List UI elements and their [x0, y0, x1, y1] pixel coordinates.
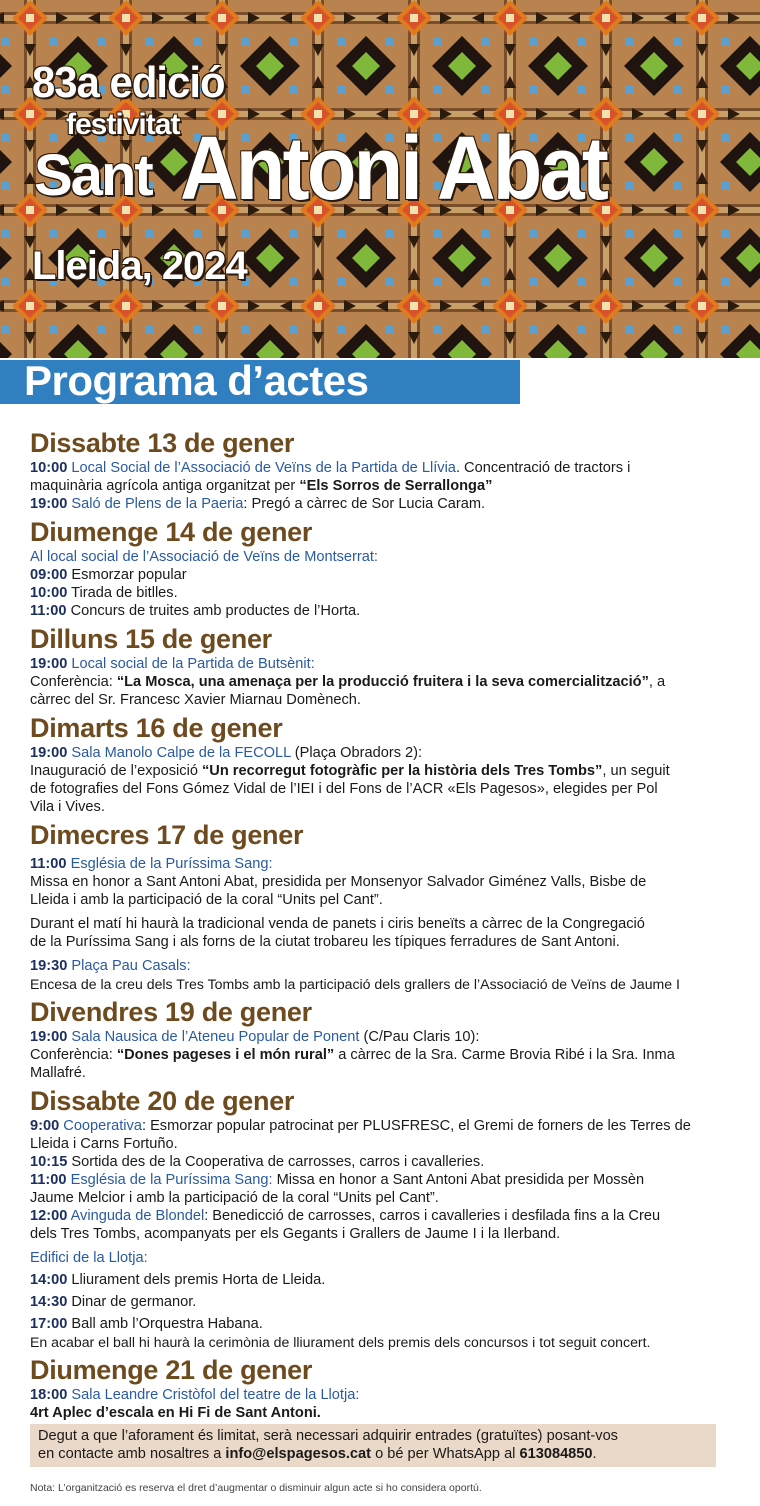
- event-line: 19:00 Sala Nausica de l’Ateneu Popular de Ponent (C/Pau Claris 10):: [30, 1029, 480, 1045]
- day-heading: Divendres 19 de gener: [30, 997, 312, 1027]
- event-line: En acabar el ball hi haurà la cerimònia de lliurament dels premis dels concursos i tot seguit concert.: [30, 1334, 651, 1350]
- city-year: Lleida, 2024: [32, 244, 247, 288]
- ticket-notice: [30, 1424, 716, 1467]
- event-line: càrrec del Sr. Francesc Xavier Miarnau Domènech.: [30, 692, 361, 708]
- event-line: 9:00 Cooperativa: Esmorzar popular patrocinat per PLUSFRESC, el Gremi de forners de les Terres de: [30, 1118, 691, 1134]
- event-line: 19:30 Plaça Pau Casals:: [30, 958, 191, 974]
- event-line: 14:00 Lliurament dels premis Horta de Lleida.: [30, 1272, 326, 1288]
- title-sant: Sant: [34, 143, 152, 208]
- program-title: Programa d’actes: [24, 357, 369, 404]
- event-line: 10:00 Local Social de l’Associació de Veïns de la Partida de Llívia. Concentració de tractors i: [30, 460, 631, 476]
- program-content: [30, 428, 720, 1422]
- day-heading: Dilluns 15 de gener: [30, 624, 272, 654]
- event-line: 4rt Aplec d’escala en Hi Fi de Sant Antoni.: [30, 1405, 321, 1421]
- event-line: Missa en honor a Sant Antoni Abat, presidida per Monsenyor Salvador Giménez Valls, Bisbe de: [30, 874, 647, 890]
- notice-line: Degut a que l’aforament és limitat, serà necessari adquirir entrades (gratuïtes) posant-vos: [38, 1428, 618, 1444]
- event-line: 19:00 Saló de Plens de la Paeria: Pregó a càrrec de Sor Lucia Caram.: [30, 496, 486, 512]
- event-line: 10:00 Tirada de bitlles.: [30, 585, 178, 601]
- event-line: 19:00 Sala Manolo Calpe de la FECOLL (Plaça Obradors 2):: [30, 745, 423, 761]
- event-line: 11:00 Església de la Puríssima Sang: Missa en honor a Sant Antoni Abat presidida per Mossèn: [30, 1172, 645, 1188]
- event-line: dels Tres Tombs, acompanyats per els Gegants i Grallers de Jaume I i la Ilerband.: [30, 1226, 561, 1242]
- program-banner: [0, 357, 520, 404]
- event-line: Inauguració de l’exposició “Un recorregut fotogràfic per la història dels Tres Tombs”, un seguit: [30, 763, 670, 779]
- event-line: 18:00 Sala Leandre Cristòfol del teatre de la Llotja:: [30, 1387, 360, 1403]
- day-heading: Dissabte 20 de gener: [30, 1086, 295, 1116]
- event-line: Conferència: “Dones pageses i el món rural” a càrrec de la Sra. Carme Brovia Ribé i la Sra. Inma: [30, 1047, 675, 1063]
- event-line: 11:00 Església de la Puríssima Sang:: [30, 856, 273, 872]
- edition-title: 83a edició: [32, 58, 225, 107]
- whatsapp-number[interactable]: 613084850: [519, 1446, 593, 1462]
- day-heading: Dimecres 17 de gener: [30, 820, 304, 850]
- event-line: Jaume Melcior i amb la participació de la coral “Units pel Cant”.: [30, 1190, 439, 1206]
- event-line: de fotografies del Fons Gómez Vidal de l’IEI i del Fons de l’ACR «Els Pagesos», elegides per Pol: [30, 781, 658, 797]
- footnote: Nota: L’organització es reserva el dret d’augmentar o disminuir algun acte si ho considera oportú.: [30, 1482, 482, 1494]
- title-antoni-abat: Antoni Abat: [180, 119, 607, 219]
- festival-label: festivitat: [66, 108, 180, 141]
- event-line: de la Puríssima Sang i als forns de la ciutat trobareu les típiques ferradures de Sant Antoni.: [30, 934, 620, 950]
- event-line: Vila i Vives.: [30, 799, 105, 815]
- event-line: Lleida i Carns Fortuño.: [30, 1136, 178, 1152]
- day-heading: Dissabte 13 de gener: [30, 428, 295, 458]
- event-line: 09:00 Esmorzar popular: [30, 567, 187, 583]
- notice-line: en contacte amb nosaltres a info@elspagesos.cat o bé per WhatsApp al 613084850.: [38, 1446, 597, 1462]
- event-line: 14:30 Dinar de germanor.: [30, 1294, 197, 1310]
- event-line: Conferència: “La Mosca, una amenaça per la producció fruitera i la seva comercialització”, a: [30, 674, 666, 690]
- event-line: Mallafré.: [30, 1065, 86, 1081]
- event-line: maquinària agrícola antiga organitzat per “Els Sorros de Serrallonga”: [30, 478, 493, 494]
- event-line: 17:00 Ball amb l’Orquestra Habana.: [30, 1316, 263, 1332]
- event-line: Edifici de la Llotja:: [30, 1250, 148, 1266]
- day-heading: Diumenge 14 de gener: [30, 517, 313, 547]
- day-heading: Diumenge 21 de gener: [30, 1355, 313, 1385]
- event-line: 19:00 Local social de la Partida de Butsènit:: [30, 656, 315, 672]
- header-banner-image: [0, 0, 760, 358]
- event-line: 10:15 Sortida des de la Cooperativa de carrosses, carros i cavalleries.: [30, 1154, 485, 1170]
- event-line: Al local social de l’Associació de Veïns de Montserrat:: [30, 549, 378, 565]
- event-line: 12:00 Avinguda de Blondel: Benedicció de carrosses, carros i cavalleries i desfilada fins a la Creu: [30, 1208, 661, 1224]
- event-line: Durant el matí hi haurà la tradicional venda de panets i ciris beneïts a càrrec de la Congregació: [30, 916, 645, 932]
- day-heading: Dimarts 16 de gener: [30, 713, 283, 743]
- event-line: Encesa de la creu dels Tres Tombs amb la participació dels grallers de l’Associació de Veïns de Jaume I: [30, 976, 680, 992]
- event-line: Lleida i amb la participació de la coral “Units pel Cant”.: [30, 892, 383, 908]
- event-line: 11:00 Concurs de truites amb productes de l’Horta.: [30, 603, 361, 619]
- contact-email[interactable]: info@elspagesos.cat: [225, 1446, 372, 1462]
